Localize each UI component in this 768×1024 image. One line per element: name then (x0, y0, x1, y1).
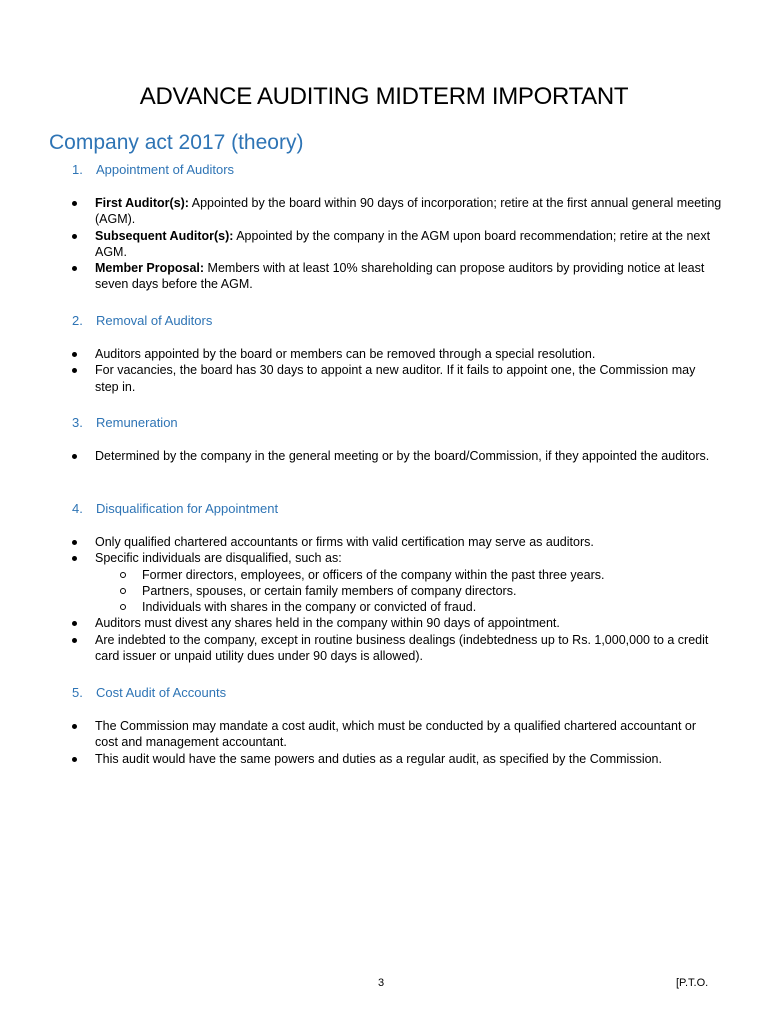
list-item (72, 534, 722, 550)
bullet-icon (72, 266, 77, 271)
bullet-icon (72, 540, 77, 545)
section-title-text: Disqualification for Appointment (96, 501, 279, 516)
bullet-icon (72, 201, 77, 206)
item-text: Specific individuals are disqualified, such as: (95, 551, 342, 566)
sub-list (95, 567, 722, 616)
list-item (72, 228, 722, 261)
list-item (72, 632, 722, 665)
bullet-list (72, 534, 722, 664)
section-remuneration (72, 414, 722, 464)
bullet-icon (72, 556, 77, 561)
list-item (72, 260, 722, 293)
document-title: ADVANCE AUDITING MIDTERM IMPORTANT (139, 83, 629, 110)
item-text: Individuals with shares in the company or convicted of fraud. (142, 600, 477, 615)
bullet-icon (72, 368, 77, 373)
bullet-icon (72, 757, 77, 762)
bullet-list (72, 448, 722, 464)
section-title (72, 500, 722, 517)
item-text: Determined by the company in the general meeting or by the board/Commission, if they appointed the auditors. (95, 449, 710, 463)
bold-term: First Auditor(s): (95, 196, 189, 210)
bullet-list (72, 718, 722, 767)
section-heading: Company act 2017 (theory) (49, 131, 304, 154)
list-item (72, 448, 722, 464)
bullet-icon (72, 638, 77, 643)
list-item (72, 718, 722, 751)
section-title (72, 312, 722, 329)
circle-bullet-icon (120, 588, 126, 594)
item-text: Are indebted to the company, except in routine business dealings (indebtedness up to Rs. 1,000,000 to a credit card issuer or unpaid utility dues under 90 days is allowed). (95, 632, 709, 664)
bullet-icon (72, 352, 77, 357)
section-title-text: Removal of Auditors (96, 313, 213, 328)
section-title (72, 161, 722, 178)
item-text: Appointed by the board within 90 days of incorporation; retire at the first annual general meeting (AGM). (95, 196, 722, 227)
list-item (72, 346, 722, 362)
sub-list-item (95, 599, 722, 615)
section-title (72, 414, 722, 431)
section-number: 5. (72, 685, 83, 700)
section-removal (72, 312, 722, 395)
circle-bullet-icon (120, 604, 126, 610)
item-text: Former directors, employees, or officers of the company within the past three years. (142, 567, 605, 582)
section-number: 3. (72, 415, 83, 430)
item-text: Members with at least 10% shareholding can propose auditors by providing notice at least seven days before the AGM. (95, 261, 705, 292)
bullet-icon (72, 724, 77, 729)
item-text: Partners, spouses, or certain family members of company directors. (142, 583, 517, 598)
section-title-text: Cost Audit of Accounts (96, 685, 227, 700)
bold-term: Subsequent Auditor(s): (95, 228, 234, 243)
pto-label: [P.T.O. (676, 977, 709, 989)
page-number: 3 (378, 977, 385, 989)
section-number: 4. (72, 501, 83, 516)
section-number: 2. (72, 313, 83, 328)
sub-list-item (95, 567, 722, 583)
list-item (72, 615, 722, 631)
bullet-list (72, 346, 722, 395)
item-text: Auditors appointed by the board or members can be removed through a special resolution. (95, 347, 596, 361)
list-item (72, 362, 722, 395)
bullet-icon (72, 234, 77, 239)
list-item (72, 751, 722, 767)
item-text: Auditors must divest any shares held in the company within 90 days of appointment. (95, 616, 560, 631)
section-title-text: Appointment of Auditors (96, 162, 235, 177)
item-text: This audit would have the same powers and duties as a regular audit, as specified by the Commission. (95, 751, 662, 766)
item-text: For vacancies, the board has 30 days to appoint a new auditor. If it fails to appoint one, the Commission may step in. (95, 363, 696, 394)
bold-term: Member Proposal: (95, 261, 205, 276)
section-cost-audit (72, 684, 722, 767)
list-item (72, 195, 722, 228)
section-title (72, 684, 722, 701)
list-item (72, 550, 722, 615)
section-title-text: Remuneration (96, 415, 178, 430)
section-disqualification (72, 500, 722, 664)
item-text: Appointed by the company in the AGM upon board recommendation; retire at the next AGM. (95, 228, 711, 259)
section-appointment (72, 161, 722, 293)
circle-bullet-icon (120, 572, 126, 578)
sub-list-item (95, 583, 722, 599)
bullet-icon (72, 454, 77, 459)
section-number: 1. (72, 162, 83, 177)
bullet-icon (72, 621, 77, 626)
bullet-list (72, 195, 722, 293)
item-text: The Commission may mandate a cost audit, which must be conducted by a qualified chartered accountant or cost and management accountant. (95, 719, 697, 750)
item-text: Only qualified chartered accountants or firms with valid certification may serve as auditors. (95, 535, 594, 549)
